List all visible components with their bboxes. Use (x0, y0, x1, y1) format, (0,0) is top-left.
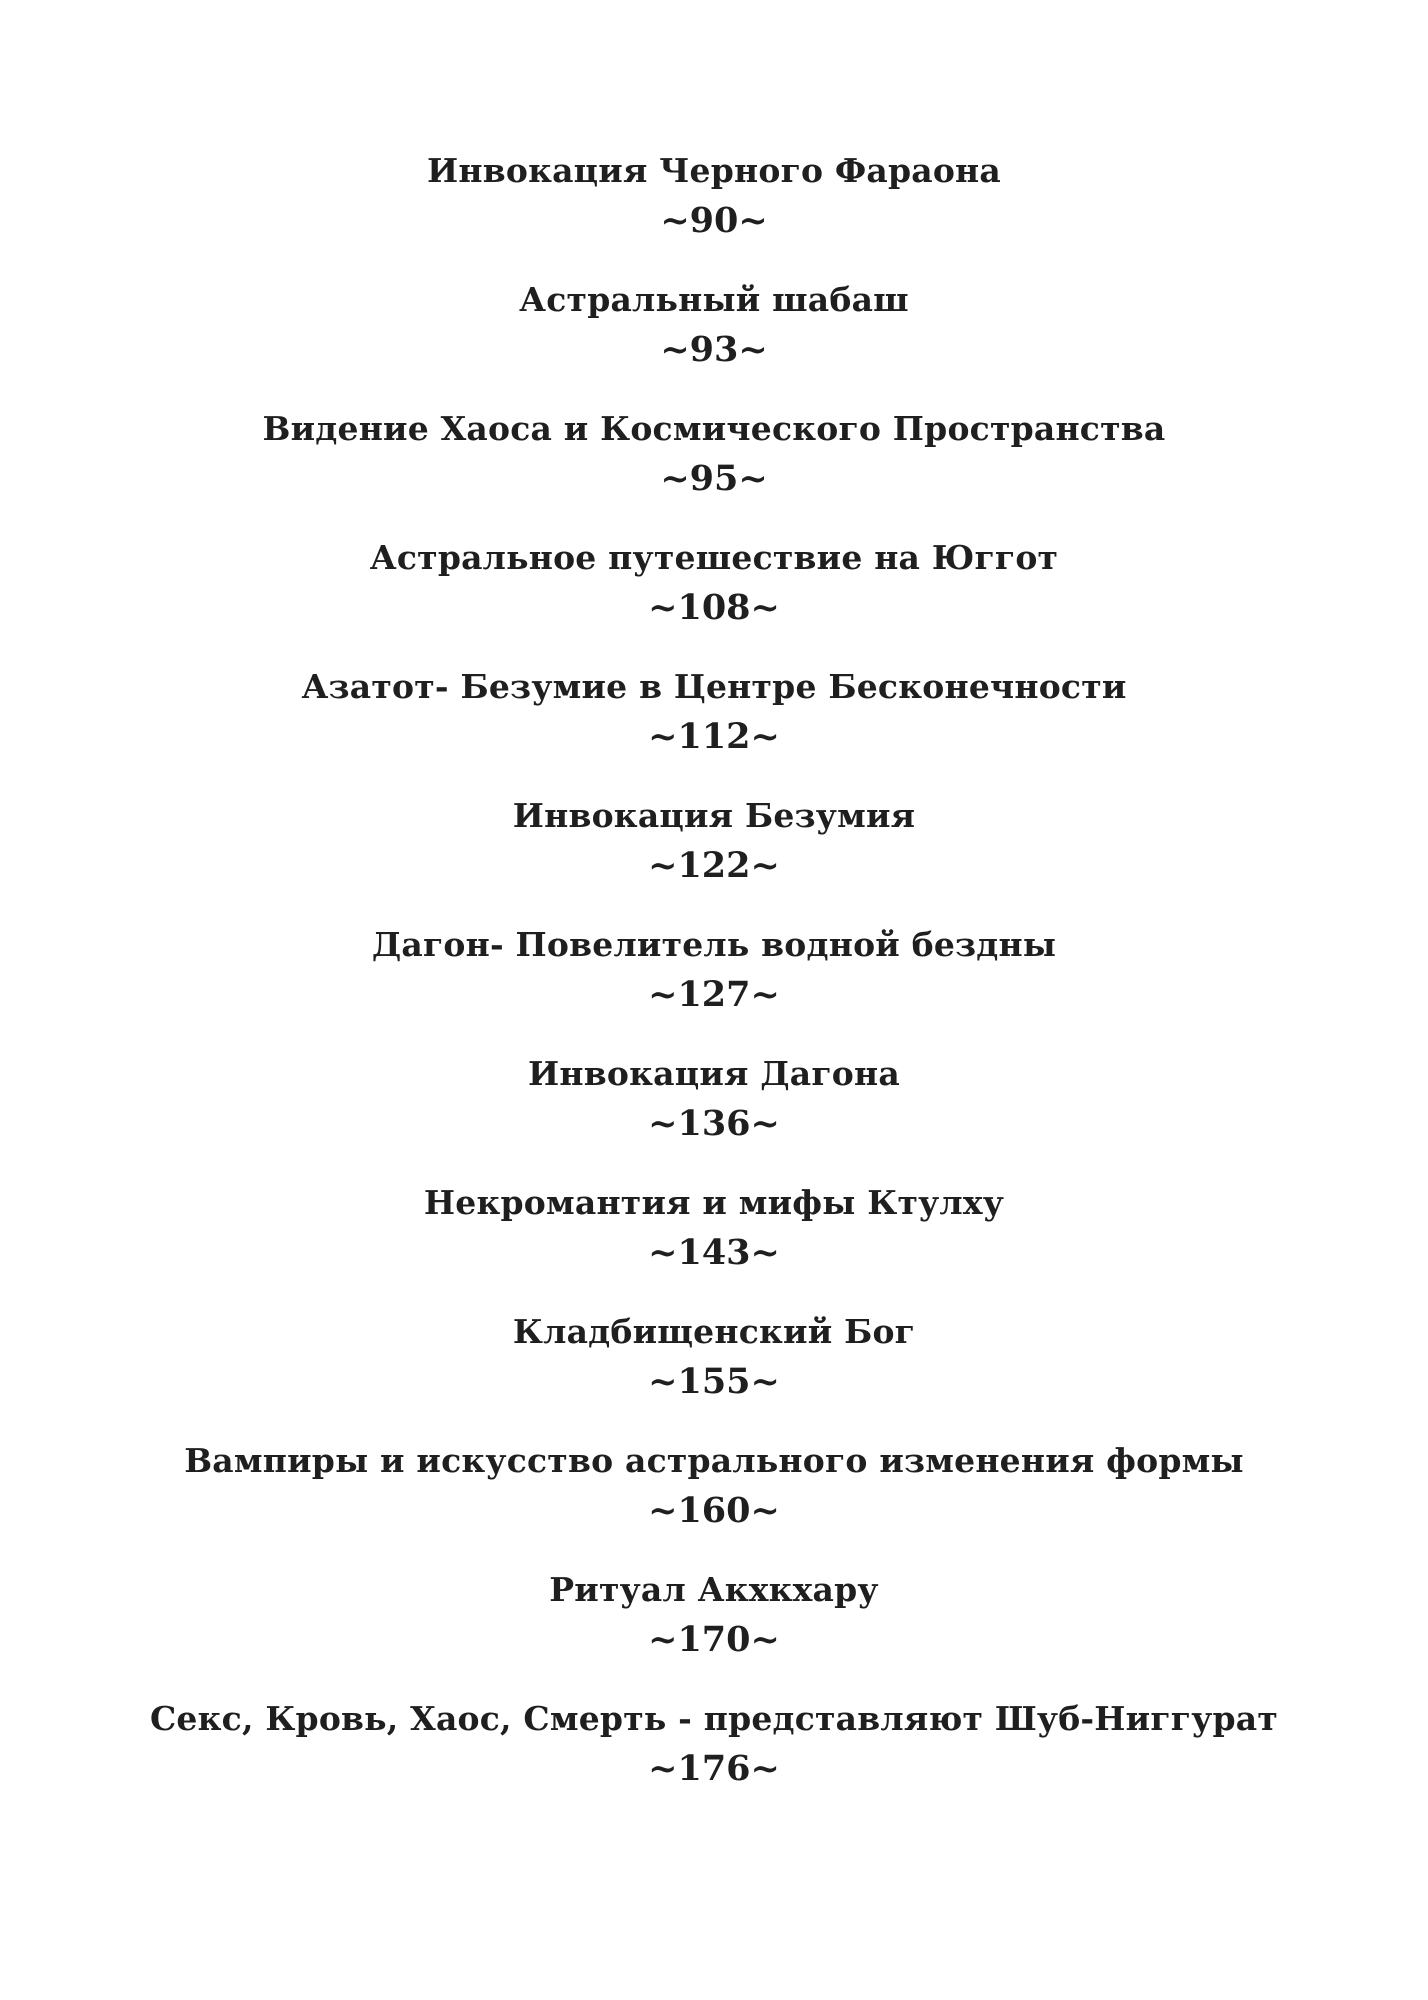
toc-entry-page-number: ~122~ (648, 845, 780, 886)
toc-entry-page-number: ~112~ (648, 716, 780, 757)
toc-entry-page-number: ~90~ (660, 200, 768, 241)
toc-entry (519, 276, 909, 405)
toc-entry-title: Некромантия и мифы Ктулху (423, 1183, 1005, 1222)
toc-entry-page-number: ~136~ (648, 1103, 780, 1144)
toc-entry (372, 921, 1056, 1050)
toc-entry-title: Видение Хаоса и Космического Пространства (262, 409, 1166, 448)
toc-entry-title: Дагон- Повелитель водной бездны (371, 925, 1057, 964)
toc-entry-page-number: ~176~ (648, 1748, 780, 1789)
toc-entry-page-number: ~143~ (648, 1232, 780, 1273)
toc-entry-title: Вампиры и искусство астрального изменения формы (184, 1441, 1244, 1480)
toc-entry-title: Астральное путешествие на Юггот (369, 538, 1059, 577)
toc-entry-page-number: ~160~ (648, 1490, 780, 1531)
toc-entry (263, 405, 1166, 534)
toc-entry (513, 1308, 915, 1437)
toc-entry (528, 1050, 900, 1179)
table-of-contents (0, 147, 1428, 1824)
toc-entry-title: Астральный шабаш (519, 280, 909, 319)
toc-entry-title: Секс, Кровь, Хаос, Смерть - представляют Шуб-Ниггурат (149, 1699, 1279, 1738)
toc-entry (184, 1437, 1244, 1566)
toc-entry-title: Инвокация Черного Фараона (427, 151, 1001, 190)
toc-entry (301, 663, 1126, 792)
toc-entry (513, 792, 916, 921)
toc-entry (150, 1695, 1278, 1824)
toc-entry-page-number: ~93~ (660, 329, 768, 370)
toc-entry-page-number: ~108~ (648, 587, 780, 628)
toc-entry-title: Инвокация Безумия (512, 796, 916, 835)
toc-entry (427, 147, 1001, 276)
toc-entry-page-number: ~95~ (660, 458, 768, 499)
toc-entry (549, 1566, 878, 1695)
toc-entry-page-number: ~127~ (648, 974, 780, 1015)
toc-entry-title: Инвокация Дагона (528, 1054, 900, 1093)
toc-entry-title: Азатот- Безумие в Центре Бесконечности (301, 667, 1127, 706)
toc-entry-page-number: ~170~ (648, 1619, 780, 1660)
toc-entry-title: Кладбищенский Бог (512, 1312, 916, 1351)
toc-entry (424, 1179, 1004, 1308)
toc-entry-page-number: ~155~ (648, 1361, 780, 1402)
toc-entry (370, 534, 1058, 663)
toc-entry-title: Ритуал Акхкхару (549, 1570, 879, 1609)
